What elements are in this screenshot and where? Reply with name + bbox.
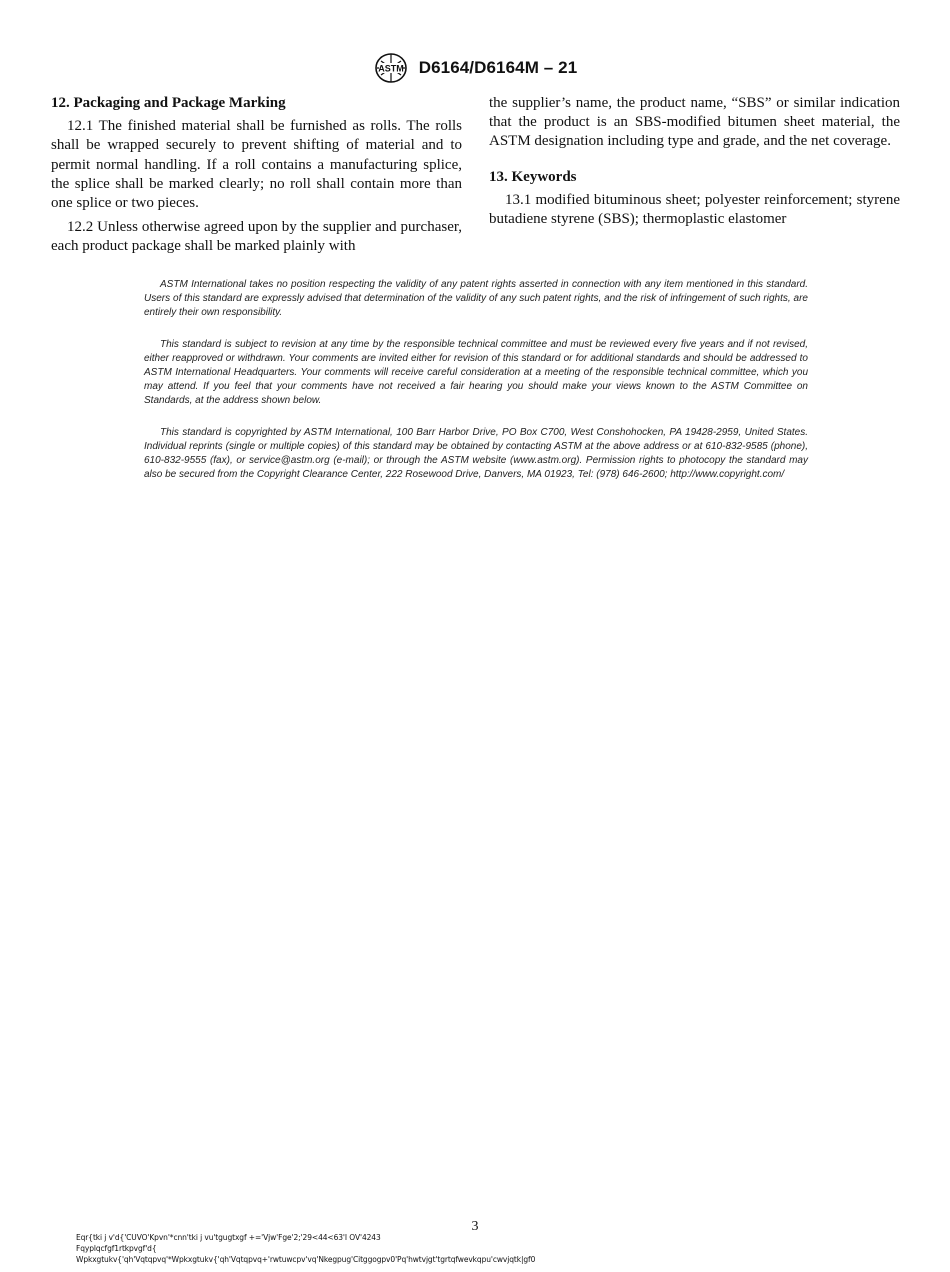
astm-logo-icon (373, 52, 409, 84)
footer-line-2: Fqyplqcfgf1rtkpvgf'd{ (76, 1244, 157, 1253)
paragraph-12-1: 12.1 The finished material shall be furnished as rolls. The rolls shall be wrapped securely to prevent shifting of material and to permit normal handling. If a roll contains a manufacturing splice, the splice shall be marked clearly; no roll shall contain more than one splice or two pieces. (51, 118, 462, 212)
section-12-heading: 12. Packaging and Package Marking (51, 95, 286, 111)
license-footer (76, 1232, 696, 1265)
logo-text: ASTM (377, 63, 404, 74)
section-13-heading: 13. Keywords (489, 168, 577, 185)
footer-line-1: Eqr{tki j v'd{'CUVO'Kpvn'*cnn'tki j vu'tgugtxgf +='Vjw'Fge'2;'29<44<63'I OV'4243 (76, 1233, 381, 1242)
paragraph-12-2: 12.2 Unless otherwise agreed upon by the supplier and purchaser, each product package shall be marked plainly with (51, 219, 462, 255)
paragraph-13-1: 13.1 modified bituminous sheet; polyester reinforcement; styrene butadiene styrene (SBS); thermoplastic elastomer (489, 191, 900, 228)
patent-notice: ASTM International takes no position respecting the validity of any patent rights asserted in connection with any item mentioned in this standard. Users of this standard are expressly advised that determination of the validity of any such patent rights, and the risk of infringement of such rights, are entirely their own responsibility. (144, 279, 808, 318)
copyright-notice: This standard is copyrighted by ASTM International, 100 Barr Harbor Drive, PO Box C700, West Conshohocken, PA 19428-2959, United States. Individual reprints (single or multiple copies) of this standard may be obtained by contacting ASTM at the above address or at 610-832-9585 (phone), 610-832-9555 (fax), or service@astm.org (e-mail); or through the ASTM website (www.astm.org). Permission rights to photocopy the standard may also be secured from the Copyright Clearance Center, 222 Rosewood Drive, Danvers, MA 01923, Tel: (978) 646-2600; http://www.copyright.com/ (144, 427, 808, 480)
left-column (51, 94, 462, 262)
standard-designation: D6164/D6164M – 21 (418, 58, 578, 77)
right-column (489, 94, 900, 234)
page-header (0, 52, 950, 84)
legal-notices (144, 278, 808, 500)
paragraph-12-2-continued: the supplier’s name, the product name, “SBS” or similar indication that the product is an SBS-modified bitumen sheet material, the ASTM designation including type and grade, and the net coverage. (489, 95, 900, 150)
revision-notice: This standard is subject to revision at any time by the responsible technical committee and must be reviewed every five years and if not revised, either reapproved or withdrawn. Your comments are invited either for revision of this standard or for additional standards and should be addressed to ASTM International Headquarters. Your comments will receive careful consideration at a meeting of the responsible technical committee, which you may attend. If you feel that your comments have not received a fair hearing you should make your views known to the ASTM Committee on Standards, at the address shown below. (144, 339, 808, 406)
footer-line-3: Wpkxgtukv{'qh'Vqtqpvq'*Wpkxgtukv{'qh'Vqtqpvq+'rwtuwcpv'vq'Nkegpug'Citggogpv0'Pq'hwtvjgt'tgrtqfwevkqpu'cwvjqtk|gf0 (76, 1255, 536, 1264)
page-number: 3 (471, 1219, 479, 1234)
